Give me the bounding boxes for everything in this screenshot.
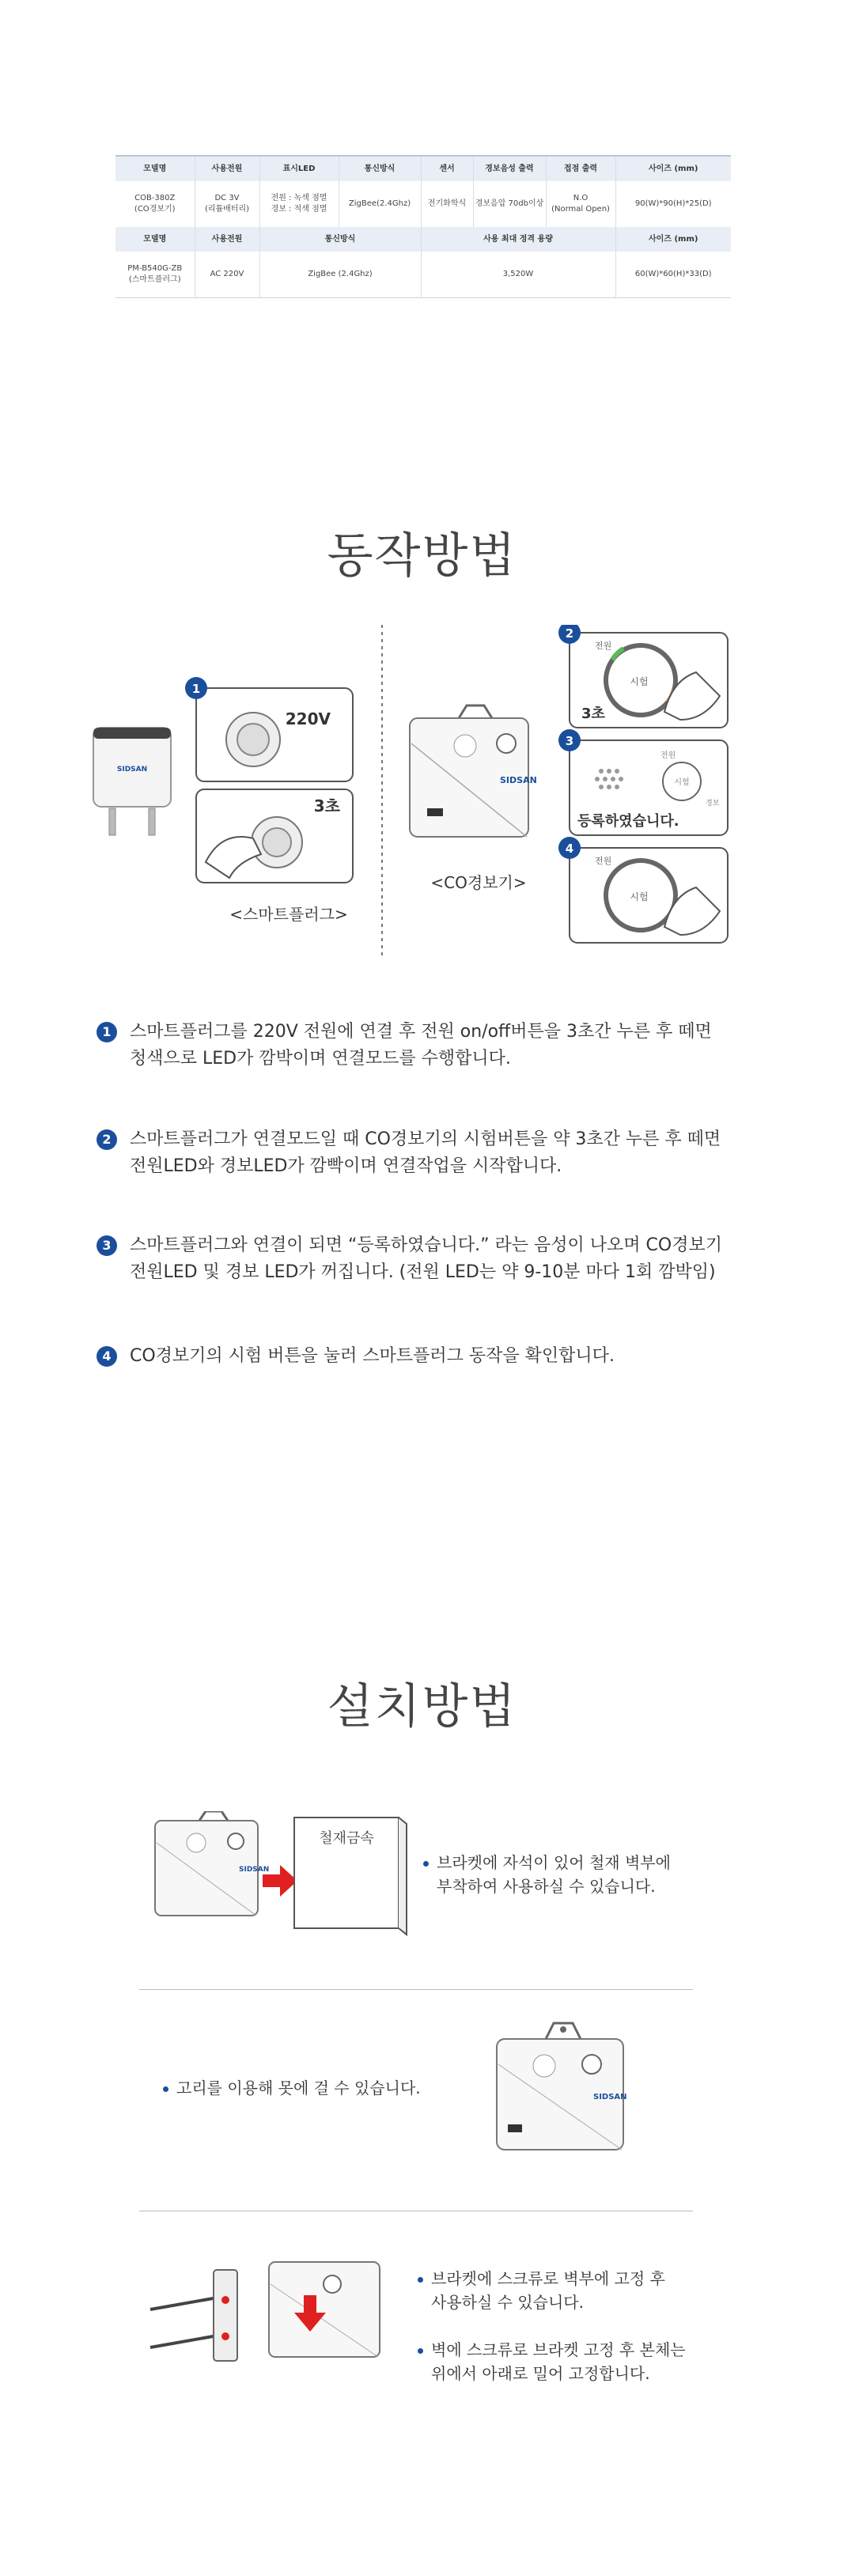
badge-4: 4 (565, 842, 574, 856)
power-sub: (리튬배터리) (204, 205, 250, 214)
magnet-install-illustration (150, 1811, 411, 1938)
power-led-label: 전원 (660, 751, 676, 760)
spec-cell-model (115, 181, 195, 227)
bullet-dot (418, 2348, 423, 2354)
co-brand: SIDSAN (500, 775, 537, 785)
screw-install-illustration (142, 2254, 403, 2365)
install-item-hook (163, 2076, 421, 2100)
install-line: 브라켓에 자석이 있어 철재 벽부에 (437, 1853, 671, 1872)
step-badge: 1 (97, 1022, 117, 1042)
install-line: 벽에 스크류로 브라켓 고정 후 본체는 (431, 2340, 686, 2359)
spec-header-cell: 사용전원 (195, 227, 259, 252)
bullet-dot (163, 2086, 168, 2092)
test-button-label: 시험 (674, 778, 690, 787)
registered-voice-text: 등록하였습니다. (577, 813, 679, 830)
install-item-slide (418, 2338, 686, 2385)
install-title: 설치방법 (327, 1679, 517, 1734)
spec-cell-power (195, 181, 259, 227)
step-line: 스마트플러그가 연결모드일 때 CO경보기의 시험버튼을 약 3초간 누른 후 떼면 (130, 1129, 721, 1149)
power-led-label: 전원 (595, 641, 612, 651)
install-line: 브라켓에 스크류로 벽부에 고정 후 (431, 2269, 665, 2288)
step-text (130, 1232, 778, 1286)
step-badge: 4 (97, 1346, 117, 1367)
model-sub: (CO경보기) (134, 205, 176, 214)
spec-header-cell: 센서 (421, 156, 473, 181)
operation-illustration (79, 625, 759, 957)
co-brand: SIDSAN (239, 1866, 270, 1874)
model-name: COB-380Z (134, 194, 176, 202)
install-line: 사용하실 수 있습니다. (431, 2293, 584, 2312)
install-item-magnet (423, 1851, 671, 1898)
smart-plug-image (93, 728, 171, 835)
step-line: 전원LED와 경보LED가 깜빡이며 연결작업을 시작합니다. (130, 1156, 562, 1176)
step-text (130, 1126, 778, 1180)
spec-header-cell: 통신방식 (339, 156, 421, 181)
spec-header-cell: 사용 최대 정격 용량 (421, 227, 615, 252)
spec-cell-sensor: 전기화학식 (421, 181, 473, 227)
step-1 (97, 1019, 777, 1074)
power-value: DC 3V (214, 194, 240, 202)
spec-cell-capacity: 3,520W (421, 252, 615, 298)
step-line: 전원LED 및 경보 LED가 꺼집니다. (전원 LED는 약 9-10분 마다 1회 깜박임) (130, 1262, 716, 1282)
step-line: 스마트플러그를 220V 전원에 연결 후 전원 on/off버튼을 3초간 누른 후 떼면 (130, 1022, 712, 1042)
install-line: 부착하여 사용하실 수 있습니다. (437, 1877, 656, 1896)
three-sec-label-2: 3초 (581, 705, 605, 722)
bracket (214, 2270, 237, 2361)
co-caption: <CO경보기> (430, 873, 527, 892)
spec-header-cell: 사용전원 (195, 156, 259, 181)
spec-row-smart-plug (115, 252, 731, 298)
badge-1: 1 (191, 682, 201, 696)
badge-2: 2 (565, 626, 574, 641)
spec-row-co-alarm (115, 181, 731, 227)
step-line: CO경보기의 시험 버튼을 눌러 스마트플러그 동작을 확인합니다. (130, 1346, 615, 1366)
step-line: 스마트플러그와 연결이 되면 “등록하였습니다.” 라는 음성이 나오며 CO경보기 (130, 1235, 722, 1255)
install-line: 위에서 아래로 밀어 고정합니다. (431, 2364, 650, 2383)
install-item-screw (418, 2267, 665, 2314)
voltage-label: 220V (285, 709, 331, 728)
spec-header-row (115, 156, 731, 181)
spec-cell-led (259, 181, 339, 227)
badge-3: 3 (565, 734, 574, 748)
spec-header-cell: 경보음성 출력 (473, 156, 546, 181)
step-badge: 3 (97, 1235, 117, 1256)
step-4 (97, 1343, 777, 1375)
led-alarm: 경보 : 적색 점멸 (271, 205, 327, 214)
step-3 (97, 1232, 777, 1288)
spec-header-cell: 통신방식 (259, 227, 421, 252)
install-line: 고리를 이용해 못에 걸 수 있습니다. (176, 2079, 421, 2097)
metal-label: 철재금속 (319, 1830, 374, 1847)
step-badge: 2 (97, 1129, 117, 1150)
divider (139, 1989, 693, 1990)
model-name: PM-B540G-ZB (127, 264, 183, 273)
spec-cell-size: 60(W)*60(H)*33(D) (615, 252, 731, 298)
spec-table (115, 155, 731, 298)
contact-sub: (Normal Open) (551, 205, 610, 214)
co-brand: SIDSAN (593, 2093, 627, 2101)
contact-value: N.O (573, 194, 589, 202)
spec-header-cell: 모델명 (115, 227, 195, 252)
screw (150, 2336, 218, 2347)
step-text (130, 1019, 778, 1072)
spec-header-cell: 사이즈 (mm) (615, 156, 731, 181)
spec-header-cell: 표시LED (259, 156, 339, 181)
test-button-label: 시험 (630, 676, 649, 687)
operation-title: 동작방법 (327, 528, 517, 584)
spec-header-row (115, 227, 731, 252)
hook-install-illustration (490, 2015, 633, 2158)
three-sec-label: 3초 (313, 796, 340, 815)
spec-cell-model (115, 252, 195, 298)
spec-cell-contact (546, 181, 615, 227)
test-button-label: 시험 (630, 891, 649, 902)
step-2 (97, 1126, 777, 1182)
plug-caption: <스마트플러그> (229, 905, 348, 924)
spec-cell-comm: ZigBee (2.4Ghz) (259, 252, 421, 298)
spec-header-cell: 접점 출력 (546, 156, 615, 181)
screw (150, 2298, 218, 2309)
step-line: 청색으로 LED가 깜박이며 연결모드를 수행합니다. (130, 1049, 511, 1069)
alarm-led-label: 경보 (706, 800, 720, 808)
plug-brand: SIDSAN (116, 766, 148, 774)
spec-header-cell: 모델명 (115, 156, 195, 181)
bullet-dot (418, 2277, 423, 2283)
bullet-dot (423, 1861, 429, 1867)
model-sub: (스마트플러그) (128, 275, 181, 284)
spec-cell-power: AC 220V (195, 252, 259, 298)
step-text (130, 1343, 778, 1370)
led-power: 전원 : 녹색 점멸 (271, 194, 327, 202)
spec-header-cell: 사이즈 (mm) (615, 227, 731, 252)
spec-cell-size: 90(W)*90(H)*25(D) (615, 181, 731, 227)
spec-cell-alarm: 경보음압 70db이상 (473, 181, 546, 227)
power-led-label: 전원 (595, 856, 612, 866)
spec-cell-comm: ZigBee(2.4Ghz) (339, 181, 421, 227)
co-alarm-image (410, 705, 537, 837)
